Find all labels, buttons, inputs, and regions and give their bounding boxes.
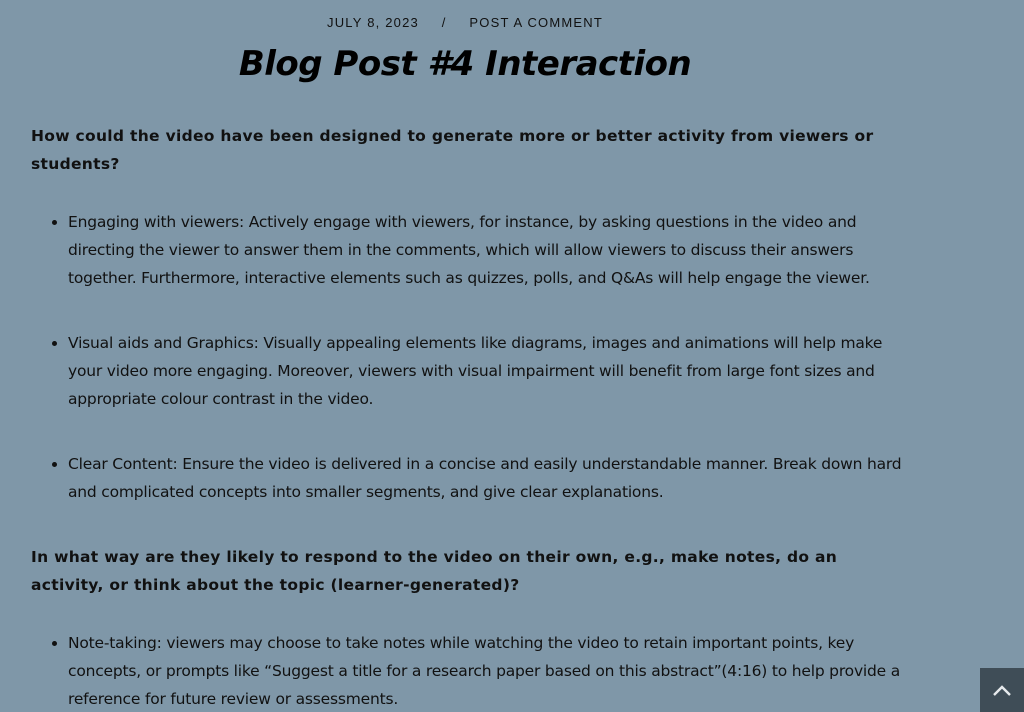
post-meta [0, 15, 930, 30]
question-heading-2: In what way are they likely to respond to the video on their own, e.g., make notes, do an activity, or think about the topic (learner-generated)? [31, 548, 838, 594]
list-item: • Visual aids and Graphics: Visually appealing elements like diagrams, images and animations will help make your video more engaging. Moreover, viewers with visual impairment will benefit from large font sizes and appropriate colour contrast in the video. [68, 329, 911, 413]
scroll-to-top-button[interactable] [980, 668, 1024, 712]
question-heading-1: How could the video have been designed to generate more or better activity from viewers or students? [31, 127, 874, 173]
list-item: • Note-taking: viewers may choose to take notes while watching the video to retain important points, key concepts, or prompts like “Suggest a title for a research paper based on this abstract”(4:16) to help provide a reference for future review or assessments. [68, 629, 911, 712]
post-content [31, 122, 911, 712]
post-date-link[interactable]: JULY 8, 2023 [327, 15, 419, 30]
answer-list-2 [31, 629, 911, 712]
post-comment-link[interactable]: POST A COMMENT [469, 15, 603, 30]
list-item: • Clear Content: Ensure the video is delivered in a concise and easily understandable manner. Break down hard and complicated concepts into smaller segments, and give clear explanations. [68, 450, 911, 506]
meta-separator: / [441, 15, 447, 30]
answer-list-1 [31, 208, 911, 506]
chevron-up-icon [992, 684, 1012, 696]
list-item: • Engaging with viewers: Actively engage with viewers, for instance, by asking questions in the video and directing the viewer to answer them in the comments, which will allow viewers to discuss their answers together. Furthermore, interactive elements such as quizzes, polls, and Q&As will help engage the viewer. [68, 208, 911, 292]
post-title: Blog Post #4 Interaction [238, 44, 692, 84]
